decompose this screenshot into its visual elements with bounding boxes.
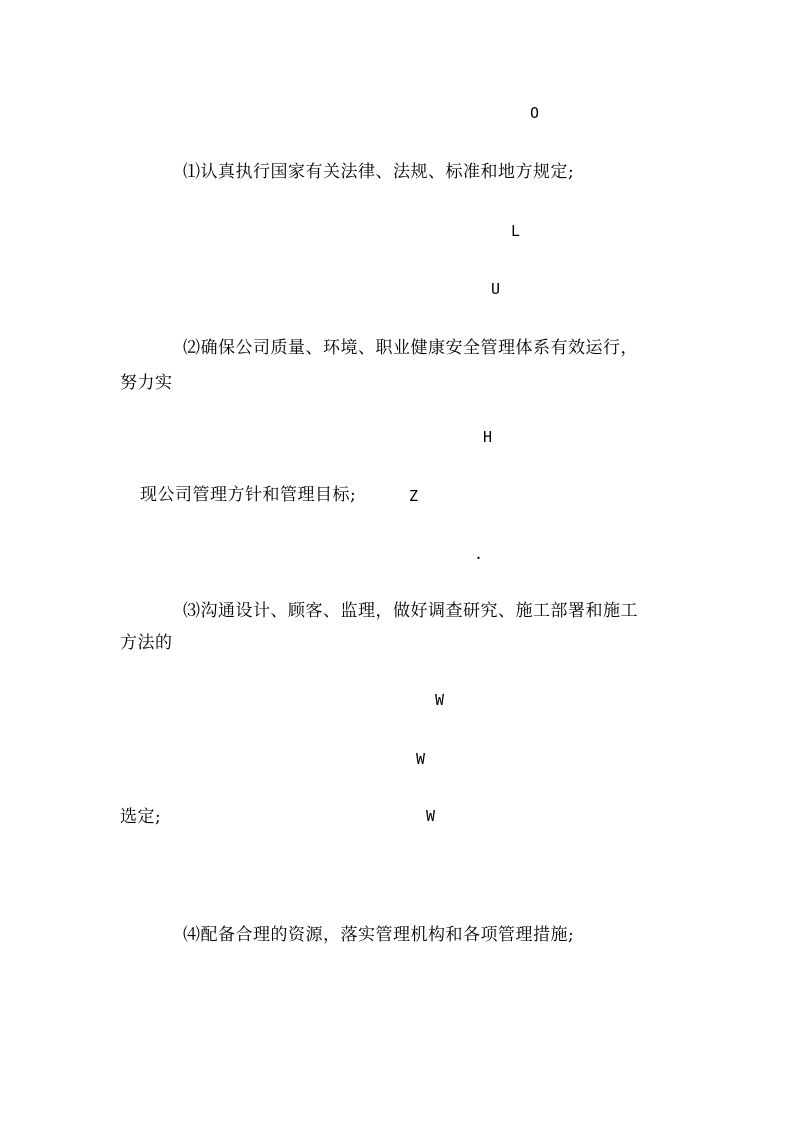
stray-mark-l: L <box>511 222 521 240</box>
item-3-text-line-1: ⑶沟通设计、顾客、监理，做好调查研究、施工部署和施工 <box>183 601 638 621</box>
item-3-text-line-3: 选定; <box>120 807 162 827</box>
stray-mark-o: O <box>530 104 540 122</box>
item-3-text-line-2: 方法的 <box>120 633 173 653</box>
item-1-text: ⑴认真执行国家有关法律、法规、标准和地方规定; <box>183 162 575 182</box>
item-2-text-line-3: 现公司管理方针和管理目标; <box>140 485 357 505</box>
item-2-text-line-2: 努力实 <box>120 373 173 393</box>
stray-mark-dot: . <box>474 545 484 563</box>
stray-mark-u: U <box>491 280 501 298</box>
stray-mark-z: Z <box>409 487 419 505</box>
stray-mark-w-2: W <box>416 750 426 768</box>
stray-mark-w-3: W <box>426 807 436 825</box>
item-2-text-line-1: ⑵确保公司质量、环境、职业健康安全管理体系有效运行， <box>183 338 638 358</box>
stray-mark-h: H <box>483 428 493 446</box>
item-4-text: ⑷配备合理的资源，落实管理机构和各项管理措施; <box>183 925 575 945</box>
stray-mark-w-1: W <box>435 691 445 709</box>
